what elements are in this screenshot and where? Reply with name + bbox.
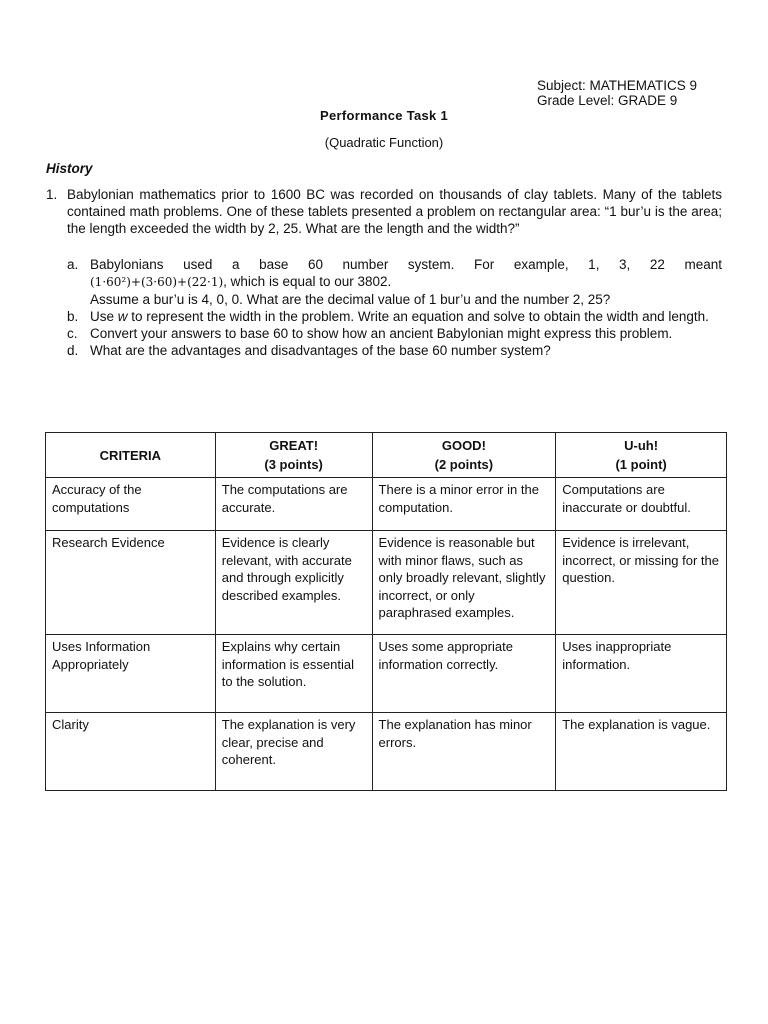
- subitem-b-before-var: Use: [90, 309, 118, 324]
- subject-line: Subject: MATHEMATICS 9: [537, 78, 698, 93]
- subitem-c: [67, 325, 722, 342]
- problem-number: 1.: [46, 187, 58, 202]
- header-label: GOOD!: [441, 438, 486, 453]
- table-cell: Explains why certain information is essential to the solution.: [215, 635, 372, 713]
- table-cell: There is a minor error in the computation.: [372, 478, 556, 531]
- table-row: [46, 635, 727, 713]
- subitem-letter: a.: [67, 257, 79, 272]
- subitem-a-formula-line: [90, 273, 722, 291]
- table-cell: Uses inappropriate information.: [556, 635, 727, 713]
- table-row: [46, 713, 727, 791]
- table-cell: Accuracy of the computations: [46, 478, 216, 531]
- subitem-letter: b.: [67, 309, 79, 324]
- subitem-d-text: What are the advantages and disadvantages of the base 60 number system?: [90, 343, 551, 358]
- header-criteria: [46, 433, 216, 478]
- subitem-letter: d.: [67, 343, 79, 358]
- subitem-letter: c.: [67, 326, 78, 341]
- page-title: Performance Task 1: [320, 108, 448, 123]
- header-points: (3 points): [264, 457, 323, 472]
- section-heading: History: [46, 161, 93, 176]
- header-points: (2 points): [434, 457, 494, 472]
- table-cell: Uses some appropriate information correctly.: [372, 635, 556, 713]
- table-cell: The explanation is very clear, precise and coherent.: [215, 713, 372, 791]
- subitem-a: [67, 256, 722, 308]
- table-cell: Clarity: [46, 713, 216, 791]
- subject-grade-header: [537, 78, 697, 108]
- subitem-a-after-formula: , which is equal to our 3802.: [223, 274, 392, 289]
- table-cell: The explanation has minor errors.: [372, 713, 556, 791]
- table-cell: The explanation is vague.: [556, 713, 727, 791]
- rubric-header-row: [46, 433, 727, 478]
- header-label: U-uh!: [624, 438, 659, 453]
- header-points: (1 point): [615, 457, 667, 472]
- problem-text: Babylonian mathematics prior to 1600 BC was recorded on thousands of clay tablets. Many of the tablets contained math problems. One of these tablets presented a problem on rectangular area: “1 bur’u is the area; the length exceeded the width by 2, 25. What are the length and the width?”: [67, 187, 722, 236]
- subitem-b-after-var: to represent the width in the problem. Write an equation and solve to obtain the width and length.: [127, 309, 709, 324]
- header-great: [215, 433, 372, 478]
- base60-formula: (1·60²)+(3·60)+(22·1): [90, 275, 224, 289]
- table-row: [46, 531, 727, 635]
- table-row: [46, 478, 727, 531]
- header-label: GREAT!: [269, 438, 319, 453]
- header-uuh: [556, 433, 727, 478]
- page-subtitle: (Quadratic Function): [324, 135, 444, 150]
- subitem-d: [67, 342, 722, 359]
- table-cell: Evidence is irrelevant, incorrect, or missing for the question.: [556, 531, 727, 635]
- table-cell: Research Evidence: [46, 531, 216, 635]
- subitem-a-rest: Assume a bur’u is 4, 0, 0. What are the decimal value of 1 bur’u and the number 2, 25?: [90, 292, 611, 307]
- rubric-table: [45, 432, 727, 791]
- problem-1: [46, 186, 722, 237]
- table-cell: The computations are accurate.: [215, 478, 372, 531]
- subitem-c-text: Convert your answers to base 60 to show how an ancient Babylonian might express this problem.: [90, 326, 673, 341]
- table-cell: Evidence is reasonable but with minor flaws, such as only broadly relevant, slightly incorrect, or only paraphrased examples.: [372, 531, 556, 635]
- problem-subitems: [67, 256, 722, 359]
- grade-level-line: Grade Level: GRADE 9: [537, 93, 678, 108]
- subitem-a-lead: Babylonians used a base 60 number system. For example, 1, 3, 22 meant: [90, 257, 722, 272]
- header-label: CRITERIA: [99, 447, 162, 463]
- table-cell: Uses Information Appropriately: [46, 635, 216, 713]
- header-good: [372, 433, 556, 478]
- table-cell: Computations are inaccurate or doubtful.: [556, 478, 727, 531]
- table-cell: Evidence is clearly relevant, with accurate and through explicitly described examples.: [215, 531, 372, 635]
- variable-w: w: [117, 309, 128, 324]
- subitem-b: [67, 308, 722, 325]
